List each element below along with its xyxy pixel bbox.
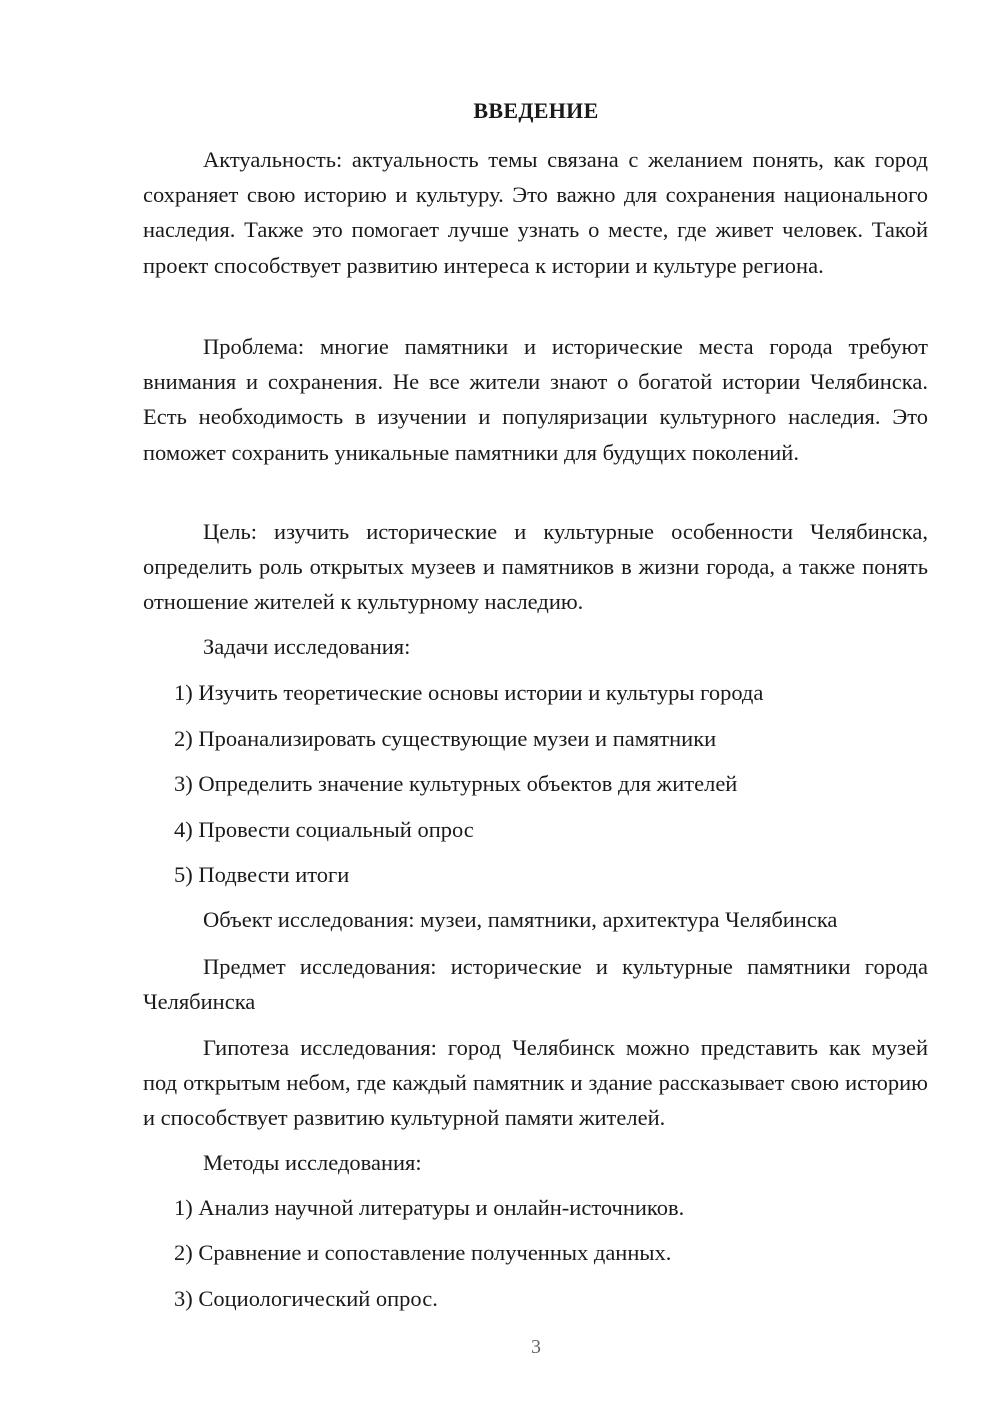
list-item: 3) Социологический опрос. (174, 1286, 438, 1311)
goal-paragraph: Цель: изучить исторические и культурные особенности Челябинска, определить роль открытых музеев и памятников в жизни города, а также понять отношение жителей к культурному наследию. (143, 519, 928, 615)
list-item: 4) Провести социальный опрос (174, 817, 474, 842)
subject-paragraph: Предмет исследования: исторические и культурные памятники города Челябинска (143, 954, 928, 1015)
relevance-paragraph: Актуальность: актуальность темы связана с желанием понять, как город сохраняет свою историю и культуру. Это важно для сохранения национального наследия. Также это помогает лучше узнать о месте, где живет человек. Такой проект способствует развитию интереса к истории и культуре региона. (143, 147, 928, 278)
methods-title: Методы исследования: (203, 1150, 422, 1175)
hypothesis-paragraph: Гипотеза исследования: город Челябинск можно представить как музей под открытым небом, где каждый памятник и здание рассказывает свою историю и способствует развитию культурной памяти жителей. (143, 1035, 928, 1131)
tasks-title: Задачи исследования: (203, 634, 411, 659)
object-line: Объект исследования: музеи, памятники, архитектура Челябинска (203, 907, 838, 932)
list-item: 3) Определить значение культурных объектов для жителей (174, 771, 738, 796)
list-item: 1) Изучить теоретические основы истории и культуры города (174, 680, 764, 705)
list-item: 5) Подвести итоги (174, 862, 350, 887)
list-item: 2) Сравнение и сопоставление полученных данных. (174, 1240, 672, 1265)
page-number: 3 (531, 1336, 541, 1358)
list-item: 2) Проанализировать существующие музеи и памятники (174, 726, 717, 751)
list-item: 1) Анализ научной литературы и онлайн-источников. (174, 1195, 685, 1220)
section-heading: ВВЕДЕНИЕ (473, 98, 599, 123)
problem-paragraph: Проблема: многие памятники и исторические места города требуют внимания и сохранения. Не все жители знают о богатой истории Челябинска. Есть необходимость в изучении и популяризации культурного наследия. Это поможет сохранить уникальные памятники для будущих поколений. (143, 334, 928, 465)
